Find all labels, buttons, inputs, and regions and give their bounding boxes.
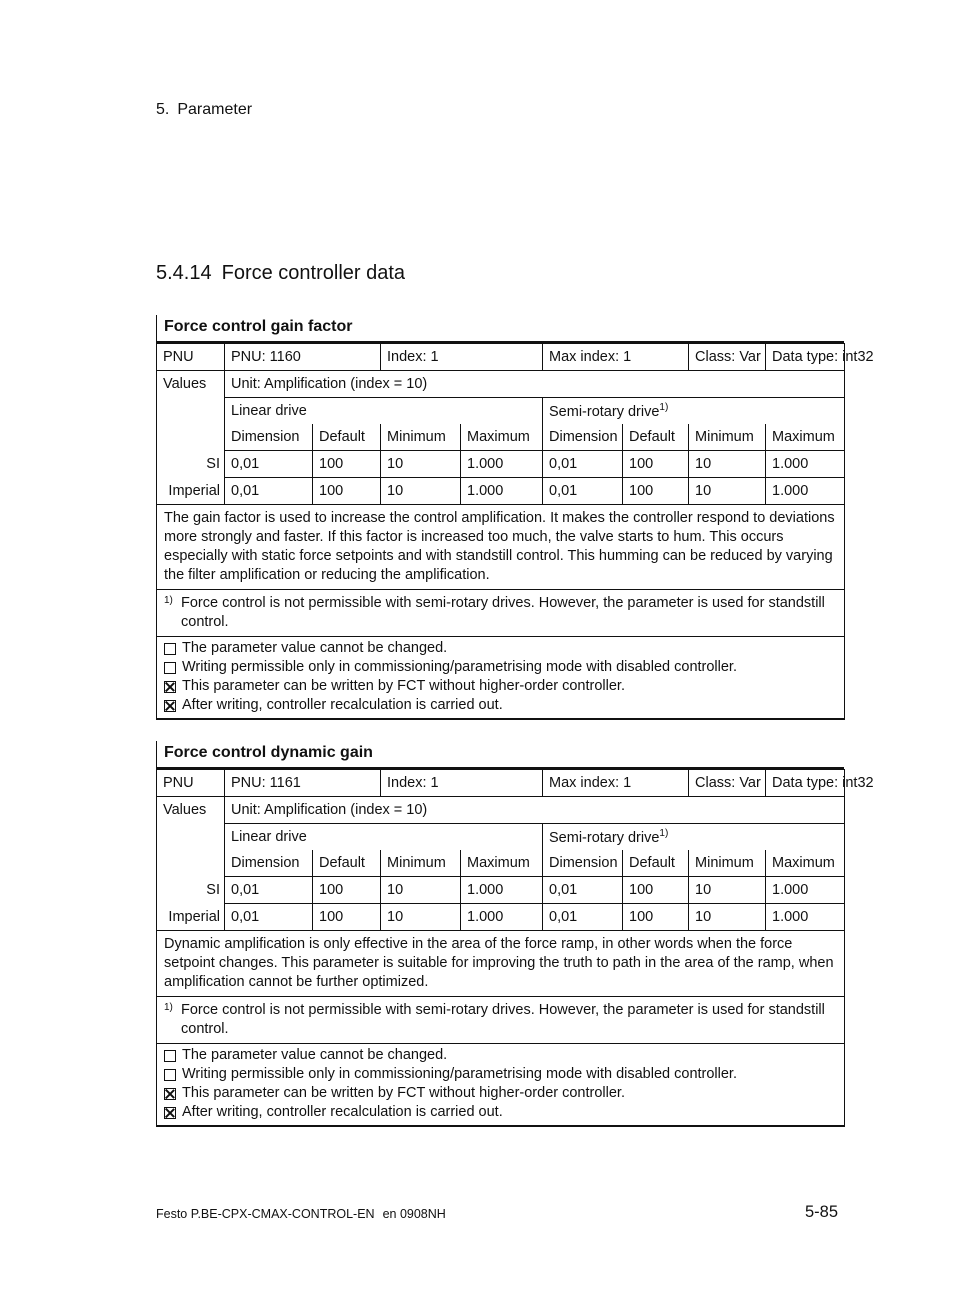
value-cell: 100 bbox=[313, 451, 381, 478]
pnu-label: PNU bbox=[157, 344, 225, 371]
parameter-table bbox=[156, 769, 874, 1127]
description-row bbox=[157, 931, 845, 997]
value-cell: 0,01 bbox=[225, 451, 313, 478]
group-semi-label: Semi-rotary drive bbox=[549, 829, 660, 846]
section-heading bbox=[156, 262, 405, 285]
value-cell: 10 bbox=[381, 451, 461, 478]
value-cell: 0,01 bbox=[543, 478, 623, 505]
pnu-value: PNU: 1160 bbox=[225, 344, 381, 371]
data-type-value: Data type: int32 bbox=[766, 344, 845, 371]
section-title: Force controller data bbox=[221, 262, 406, 284]
data-row-imperial bbox=[157, 904, 845, 931]
checkbox-icon bbox=[164, 662, 176, 674]
parameter-block-gain-factor bbox=[156, 315, 874, 720]
value-cell: 10 bbox=[381, 877, 461, 904]
header-cell: Default bbox=[623, 424, 689, 451]
value-cell: 100 bbox=[313, 478, 381, 505]
flag-item bbox=[164, 658, 838, 677]
flag-item bbox=[164, 1046, 838, 1065]
flag-item bbox=[164, 1103, 838, 1122]
value-cell: 10 bbox=[689, 478, 766, 505]
value-cell: 10 bbox=[689, 451, 766, 478]
data-row-imperial bbox=[157, 478, 845, 505]
flags-row bbox=[157, 1044, 845, 1127]
index-value: Index: 1 bbox=[381, 770, 543, 797]
value-cell: 1.000 bbox=[766, 451, 845, 478]
value-cell: 1.000 bbox=[766, 877, 845, 904]
header-cell: Maximum bbox=[766, 850, 845, 877]
values-label: Values bbox=[157, 371, 225, 398]
flag-item bbox=[164, 696, 838, 715]
data-row-si bbox=[157, 451, 845, 478]
header-cell: Dimension bbox=[543, 424, 623, 451]
value-cell: 10 bbox=[689, 877, 766, 904]
pnu-value: PNU: 1161 bbox=[225, 770, 381, 797]
max-index-value: Max index: 1 bbox=[543, 770, 689, 797]
group-semi-label: Semi-rotary drive bbox=[549, 403, 660, 420]
flag-text: After writing, controller recalculation is carried out. bbox=[182, 1104, 503, 1120]
value-cell: 0,01 bbox=[543, 877, 623, 904]
value-cell: 100 bbox=[623, 877, 689, 904]
header-cell: Default bbox=[623, 850, 689, 877]
pnu-row bbox=[157, 344, 845, 371]
value-cell: 10 bbox=[689, 904, 766, 931]
value-cell: 1.000 bbox=[461, 478, 543, 505]
section-number: 5.4.14 bbox=[156, 262, 212, 284]
value-cell: 100 bbox=[313, 877, 381, 904]
group-linear-drive: Linear drive bbox=[225, 824, 543, 851]
chapter-number: 5. bbox=[156, 101, 170, 118]
value-cell: 100 bbox=[623, 478, 689, 505]
footnote-row bbox=[157, 590, 845, 637]
group-semi-rotary-drive bbox=[543, 398, 845, 425]
value-cell: 1.000 bbox=[766, 478, 845, 505]
header-row bbox=[157, 424, 845, 451]
value-cell: 0,01 bbox=[543, 451, 623, 478]
chapter-header bbox=[156, 101, 252, 119]
footnote-mark: 1) bbox=[164, 595, 173, 606]
footnote-text: Force control is not permissible with semi-rotary drives. However, the parameter is used for standstill control. bbox=[181, 1002, 825, 1037]
flag-text: This parameter can be written by FCT without higher-order controller. bbox=[182, 1085, 625, 1101]
header-cell: Maximum bbox=[461, 850, 543, 877]
group-linear-drive: Linear drive bbox=[225, 398, 543, 425]
value-cell: 100 bbox=[623, 451, 689, 478]
block-title: Force control gain factor bbox=[156, 315, 844, 343]
value-cell: 100 bbox=[313, 904, 381, 931]
value-cell: 10 bbox=[381, 478, 461, 505]
data-type-value: Data type: int32 bbox=[766, 770, 845, 797]
row-label: Imperial bbox=[157, 904, 225, 931]
header-cell: Minimum bbox=[381, 850, 461, 877]
header-cell: Dimension bbox=[225, 424, 313, 451]
footer-lang: en 0908NH bbox=[382, 1207, 446, 1221]
flags-row bbox=[157, 637, 845, 720]
footnote-ref: 1) bbox=[659, 402, 669, 414]
group-row bbox=[157, 824, 845, 851]
index-value: Index: 1 bbox=[381, 344, 543, 371]
flag-text: The parameter value cannot be changed. bbox=[182, 640, 448, 656]
parameter-table bbox=[156, 343, 874, 720]
checkbox-checked-icon bbox=[164, 681, 176, 693]
group-semi-rotary-drive bbox=[543, 824, 845, 851]
value-cell: 1.000 bbox=[461, 877, 543, 904]
value-cell: 1.000 bbox=[461, 451, 543, 478]
page-number: 5-85 bbox=[804, 1203, 838, 1221]
value-cell: 100 bbox=[623, 904, 689, 931]
class-value: Class: Var bbox=[689, 770, 766, 797]
value-cell: 0,01 bbox=[543, 904, 623, 931]
unit-row bbox=[157, 797, 845, 824]
checkbox-icon bbox=[164, 643, 176, 655]
parameter-block-dynamic-gain bbox=[156, 741, 874, 1127]
row-label: SI bbox=[157, 451, 225, 478]
flag-text: Writing permissible only in commissioning/parametrising mode with disabled controller. bbox=[182, 1066, 737, 1082]
description: Dynamic amplification is only effective in the area of the force ramp, in other words when the force setpoint changes. This parameter is suitable for improving the truth to path in the area of the ramp, when amplification cannot be further optimized. bbox=[157, 931, 845, 997]
checkbox-icon bbox=[164, 1050, 176, 1062]
footer-doc: Festo P.BE-CPX-CMAX-CONTROL-EN bbox=[156, 1207, 375, 1221]
flag-text: After writing, controller recalculation is carried out. bbox=[182, 697, 503, 713]
flag-item bbox=[164, 1084, 838, 1103]
flag-text: The parameter value cannot be changed. bbox=[182, 1047, 448, 1063]
footnote-mark: 1) bbox=[164, 1002, 173, 1013]
description: The gain factor is used to increase the control amplification. It makes the controller respond to deviations more strongly and faster. If this factor is increased too much, the valve starts to hum. This occurs especially with static force setpoints and with standstill control. This humming can be reduced by varying the filter amplification or reducing the amplification. bbox=[157, 505, 845, 590]
checkbox-checked-icon bbox=[164, 1107, 176, 1119]
unit-value: Unit: Amplification (index = 10) bbox=[225, 371, 845, 398]
footnote-text: Force control is not permissible with semi-rotary drives. However, the parameter is used for standstill control. bbox=[181, 595, 825, 630]
flag-text: This parameter can be written by FCT without higher-order controller. bbox=[182, 678, 625, 694]
row-label: SI bbox=[157, 877, 225, 904]
header-cell: Minimum bbox=[689, 424, 766, 451]
value-cell: 10 bbox=[381, 904, 461, 931]
header-row bbox=[157, 850, 845, 877]
checkbox-checked-icon bbox=[164, 1088, 176, 1100]
header-cell: Minimum bbox=[689, 850, 766, 877]
flag-item bbox=[164, 639, 838, 658]
value-cell: 0,01 bbox=[225, 877, 313, 904]
footnote-row bbox=[157, 997, 845, 1044]
unit-value: Unit: Amplification (index = 10) bbox=[225, 797, 845, 824]
header-cell: Maximum bbox=[766, 424, 845, 451]
flag-text: Writing permissible only in commissioning/parametrising mode with disabled controller. bbox=[182, 659, 737, 675]
header-cell: Maximum bbox=[461, 424, 543, 451]
unit-row bbox=[157, 371, 845, 398]
block-title: Force control dynamic gain bbox=[156, 741, 844, 769]
footnote-ref: 1) bbox=[659, 828, 669, 840]
header-cell: Dimension bbox=[543, 850, 623, 877]
value-cell: 0,01 bbox=[225, 904, 313, 931]
max-index-value: Max index: 1 bbox=[543, 344, 689, 371]
flag-item bbox=[164, 1065, 838, 1084]
values-label: Values bbox=[157, 797, 225, 824]
header-cell: Minimum bbox=[381, 424, 461, 451]
row-label: Imperial bbox=[157, 478, 225, 505]
header-cell: Dimension bbox=[225, 850, 313, 877]
checkbox-icon bbox=[164, 1069, 176, 1081]
value-cell: 0,01 bbox=[225, 478, 313, 505]
flag-item bbox=[164, 677, 838, 696]
chapter-title: Parameter bbox=[177, 101, 253, 118]
pnu-row bbox=[157, 770, 845, 797]
header-cell: Default bbox=[313, 424, 381, 451]
checkbox-checked-icon bbox=[164, 700, 176, 712]
class-value: Class: Var bbox=[689, 344, 766, 371]
value-cell: 1.000 bbox=[461, 904, 543, 931]
header-cell: Default bbox=[313, 850, 381, 877]
description-row bbox=[157, 505, 845, 590]
footer-doc-id bbox=[156, 1207, 446, 1221]
group-row bbox=[157, 398, 845, 425]
data-row-si bbox=[157, 877, 845, 904]
pnu-label: PNU bbox=[157, 770, 225, 797]
value-cell: 1.000 bbox=[766, 904, 845, 931]
